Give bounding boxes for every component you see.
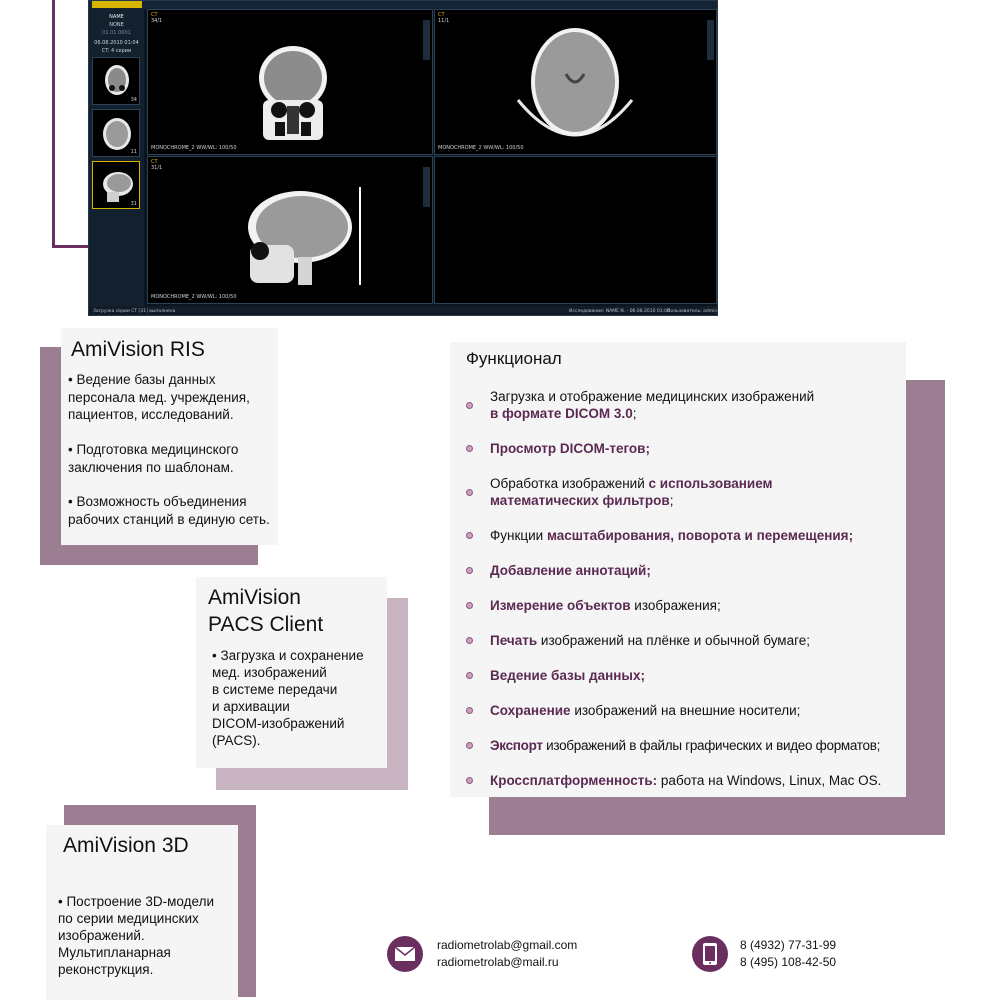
phone-icon [692,936,728,972]
bullet-icon [466,742,473,749]
viewport-scrollbar[interactable] [423,20,430,60]
bullet-icon [466,672,473,679]
bullet-icon [466,489,473,496]
email-icon [387,936,423,972]
viewport-coronal[interactable]: CT 34/1 MONOCHROME_2 WW/WL: 100/50 [147,9,433,155]
d3-card [46,825,238,1000]
bullet-icon [466,567,473,574]
bullet-icon [466,602,473,609]
dicom-viewer-screenshot [88,0,718,316]
d3-line-3: изображений. [58,928,145,943]
bullet-icon [466,637,473,644]
patient-name: NAME [109,14,124,20]
study-date: 06.08.2010 01:04 [94,40,139,46]
pacs-line-4: и архивации [212,699,290,714]
viewport-scrollbar[interactable] [707,20,714,60]
email-link-1[interactable]: radiometrolab@gmail.com [437,938,578,952]
pacs-line-1: • Загрузка и сохранение [212,648,364,663]
viewport-sagittal[interactable]: CT 31/1 MONOCHROME_2 WW/WL: 100/50 [147,156,433,304]
d3-line-1: • Построение 3D-модели [58,894,215,909]
sagittal-ct-image [238,187,368,287]
viewport-empty[interactable] [434,156,717,304]
bullet-icon [466,445,473,452]
bullet-icon [466,402,473,409]
ris-point-3: • Возможность объединения рабочих станций в единую сеть. [68,494,270,527]
series-thumbnail[interactable]: 34 [92,57,140,105]
ris-title: AmiVision RIS [71,338,205,361]
d3-line-4: Мультипланарная [58,945,171,960]
series-thumbnail[interactable]: 11 [92,109,140,157]
pacs-line-6: (PACS). [212,733,261,748]
ris-card [61,328,278,545]
ris-point-2: • Подготовка медицинского заключения по шаблонам. [68,442,239,475]
email-link-2[interactable]: radiometrolab@mail.ru [437,955,559,969]
status-left: Загрузка серии CT [31] выполнена [93,309,176,314]
viewer-toolbar-button[interactable] [92,1,142,8]
status-user: Пользователь: admin [667,309,718,314]
d3-line-2: по серии медицинских [58,911,199,926]
patient-sub: NONE [109,22,124,28]
study-series: CT: 4 серии [101,48,132,54]
decorative-frame-line-bottom [52,245,92,248]
decorative-frame-line [52,0,55,248]
functional-title: Функционал [466,349,562,368]
bullet-icon [466,707,473,714]
ris-point-1: • Ведение базы данных персонала мед. учреждения, пациентов, исследований. [68,372,250,422]
d3-title: AmiVision 3D [63,834,189,857]
viewer-status-bar [89,306,718,316]
functional-card: Функционал Загрузка и отображение медицинских изображений в формате DICOM 3.0; Просмотр DICOM-тегов; Обработка изображений с использованием математических фильтров; Функции масштабирования, поворота и перемещения; Добавление аннотаций; Измерение объектов изображения; Печать изображений на плёнке и обычной бумаге; Ведение базы данных; Сохранение изображений на внешние носители; Экспорт изображений в файлы графических и видео форматов; Кроссплатформенность: работа на Windows, Linux, Mac OS. [450,342,906,797]
pacs-title-line2: PACS Client [208,613,324,636]
pacs-line-2: мед. изображений [212,665,327,680]
status-study: Исследование: NAME N. - 06.08.2010 01:04 [569,309,670,314]
bullet-icon [466,777,473,784]
pacs-line-3: в системе передачи [212,682,338,697]
viewer-study-sidebar [89,9,144,306]
pacs-line-5: DICOM-изображений [212,716,345,731]
viewport-axial[interactable]: CT 11/1 MONOCHROME_2 WW/WL: 100/50 [434,9,717,155]
viewport-scrollbar[interactable] [423,167,430,207]
pacs-card [196,577,387,768]
d3-line-5: реконструкция. [58,962,154,977]
pacs-title-line1: AmiVision [208,586,301,609]
bullet-icon [466,532,473,539]
coronal-ct-image [253,44,333,142]
viewer-toolbar [89,1,718,9]
patient-dob: 01.01.0001 [102,30,131,36]
phone-number-2[interactable]: 8 (495) 108-42-50 [740,955,837,969]
phone-number-1[interactable]: 8 (4932) 77-31-99 [740,938,837,952]
series-thumbnail-selected[interactable]: 31 [92,161,140,209]
axial-ct-image [510,20,640,150]
